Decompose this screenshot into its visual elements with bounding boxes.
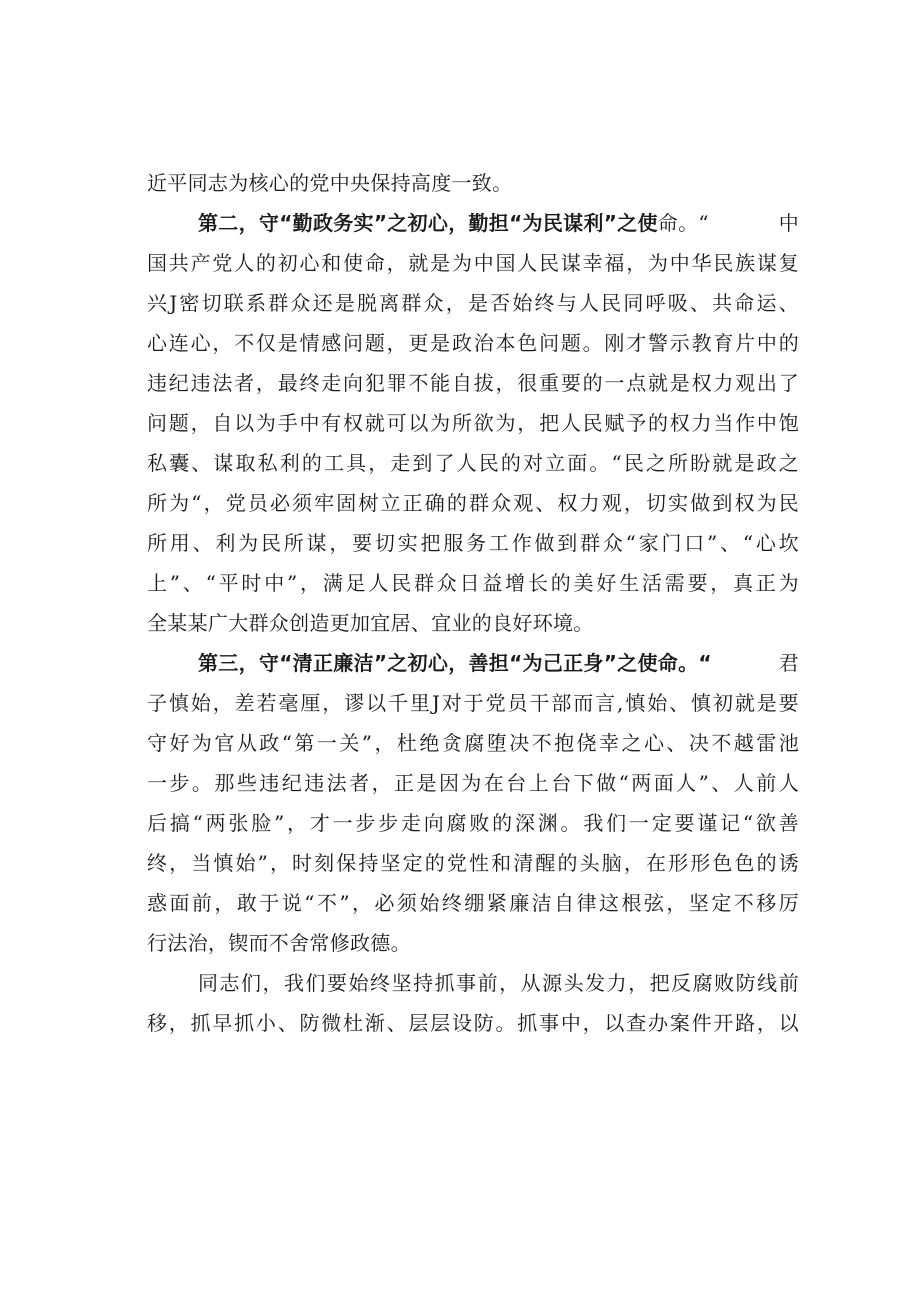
text-line: 后搞“两张脸”，才一步步走向腐败的深渊。我们一定要谨记“欲善 xyxy=(147,811,799,835)
paragraph-2-heading: 第二，守“勤政务实”之初心，勤担“为民谋利”之使 xyxy=(198,211,658,235)
text-line: 私囊、谋取私利的工具，走到了人民的对立面。“民之所盼就是政之 xyxy=(147,451,799,475)
text-line: 行法治，锲而不舍常修政德。 xyxy=(147,931,411,955)
text-line: 守好为官从政“第一关”，杜绝贪腐堕决不抱侥幸之心、决不越雷池 xyxy=(147,731,799,755)
text-line: 终，当慎始”，时刻保持坚定的党性和清醒的头脑，在形形色色的诱 xyxy=(147,851,799,875)
paragraph-2-heading-tail: 命。“ xyxy=(657,211,709,235)
text-line: 国共产党人的初心和使命，就是为中国人民谋幸福，为中华民族谋复 xyxy=(147,251,799,275)
text-line: 近平同志为核心的党中央保持高度一致。 xyxy=(147,171,513,195)
text-fragment: 中 xyxy=(778,211,799,235)
text-line: 所为“，党员必须牢固树立正确的群众观、权力观，切实做到权为民 xyxy=(147,491,799,515)
text-line: 全某某广大群众创造更加宜居、宜业的良好环境。 xyxy=(147,611,594,635)
text-line: 惑面前，敢于说“不”，必须始终绷紧廉洁自律这根弦，坚定不移厉 xyxy=(147,891,799,915)
text-fragment: 君 xyxy=(778,651,799,675)
text-line: 所用、利为民所谋，要切实把服务工作做到群众“家门口”、“心坎 xyxy=(147,531,799,555)
paragraph-3-first-line xyxy=(198,643,799,683)
paragraph-4-first-line: 同志们，我们要始终坚持抓事前，从源头发力，把反腐败防线前 xyxy=(198,971,799,995)
text-line: 移，抓早抓小、防微杜渐、层层设防。抓事中，以查办案件开路，以 xyxy=(147,1011,799,1035)
text-line: 心连心，不仅是情感问题，更是政治本色问题。刚才警示教育片中的 xyxy=(147,331,799,355)
text-line: 违纪违法者，最终走向犯罪不能自拔，很重要的一点就是权力观出了 xyxy=(147,371,799,395)
paragraph-2-first-line xyxy=(198,203,799,243)
text-line: 兴J密切联系群众还是脱离群众，是否始终与人民同呼吸、共命运、 xyxy=(147,291,799,315)
text-line: 一步。那些违纪违法者，正是因为在台上台下做“两面人”、人前人 xyxy=(147,771,799,795)
text-line: 子慎始，差若毫厘，谬以千里J对于党员干部而言,慎始、慎初就是要 xyxy=(147,691,799,715)
text-line: 上”、“平时中”，满足人民群众日益增长的美好生活需要，真正为 xyxy=(147,571,799,595)
text-line: 问题，自以为手中有权就可以为所欲为，把人民赋予的权力当作中饱 xyxy=(147,411,799,435)
paragraph-3-heading: 第三，守“清正廉洁”之初心，善担“为己正身”之使命。“ xyxy=(198,651,712,675)
